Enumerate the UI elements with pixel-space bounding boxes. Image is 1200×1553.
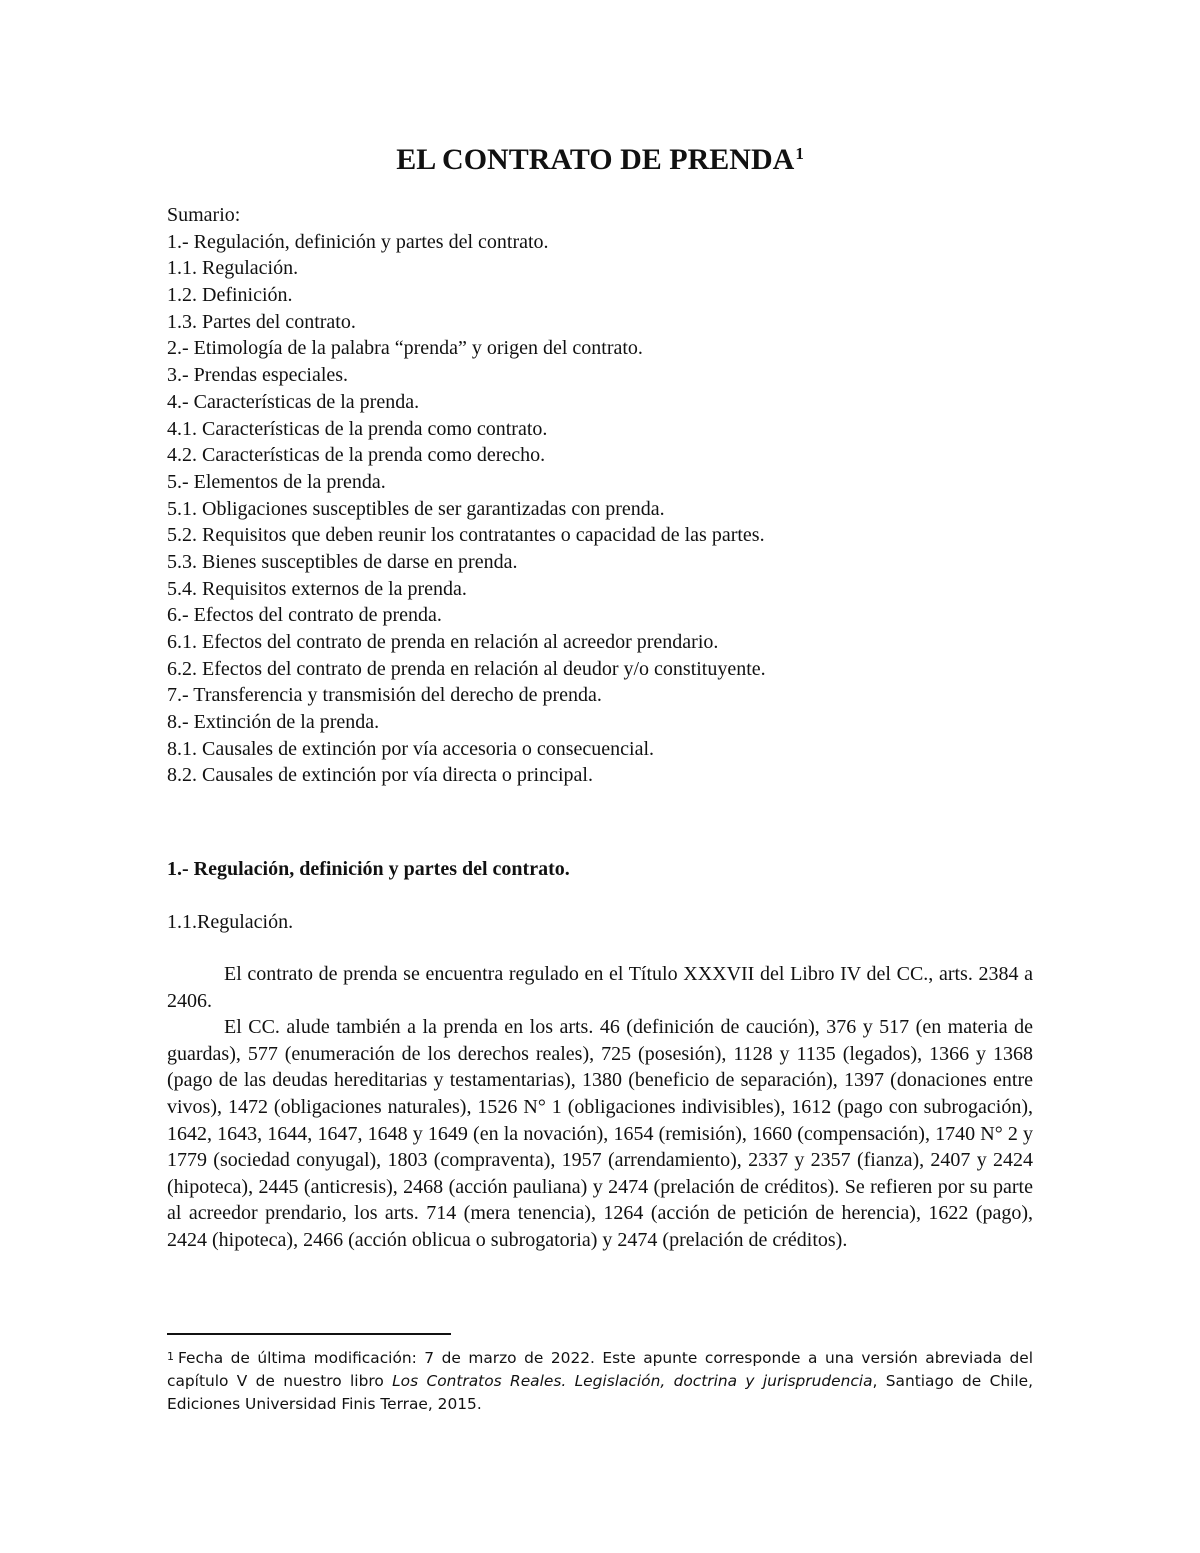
footnote-divider	[167, 1333, 451, 1335]
summary-item: 2.- Etimología de la palabra “prenda” y origen del contrato.	[167, 337, 643, 360]
summary-item: 7.- Transferencia y transmisión del derecho de prenda.	[167, 684, 602, 707]
summary-label: Sumario:	[167, 204, 241, 226]
summary-item: 1.2. Definición.	[167, 284, 293, 307]
summary-item: 3.- Prendas especiales.	[167, 364, 349, 387]
footnote-book-title: Los Contratos Reales. Legislación, doctrina y jurisprudencia	[392, 1372, 873, 1390]
section-heading: 1.- Regulación, definición y partes del contrato.	[167, 858, 570, 880]
summary-item: 8.2. Causales de extinción por vía directa o principal.	[167, 764, 593, 787]
summary-item: 5.2. Requisitos que deben reunir los contratantes o capacidad de las partes.	[167, 524, 765, 547]
footnote-number: 1	[167, 1350, 174, 1363]
summary-item: 1.1. Regulación.	[167, 257, 299, 280]
footnote-text-before: Fecha de última modificación: 7 de marzo de 2022. Este apunte corresponde a una versión abreviada del capítulo V de nuestro libro	[167, 1349, 1033, 1390]
summary-item: 6.2. Efectos del contrato de prenda en relación al deudor y/o constituyente.	[167, 657, 766, 680]
subsection-heading: 1.1.Regulación.	[167, 911, 294, 933]
summary-item: 8.- Extinción de la prenda.	[167, 711, 380, 734]
paragraph: El contrato de prenda se encuentra regulado en el Título XXXVII del Libro IV del CC., arts. 2384 a 2406.	[167, 963, 1033, 1012]
summary-item: 6.1. Efectos del contrato de prenda en relación al acreedor prendario.	[167, 631, 719, 653]
footnote	[167, 1347, 1033, 1416]
summary-item: 1.- Regulación, definición y partes del contrato.	[167, 230, 549, 253]
summary-item: 8.1. Causales de extinción por vía accesoria o consecuencial.	[167, 737, 655, 760]
paragraph: El CC. alude también a la prenda en los arts. 46 (definición de caución), 376 y 517 (en materia de guardas), 577 (enumeración de los derechos reales), 725 (posesión), 1128 y 1135 (legados), 1366 y 1368 (pago de las deudas hereditarias y testamentarias), 1380 (beneficio de separación), 1397 (donaciones entre vivos), 1472 (obligaciones naturales), 1526 N° 1 (obligaciones indivisibles), 1612 (pago con subrogación), 1642, 1643, 1644, 1647, 1648 y 1649 (en la novación), 1654 (remisión), 1660 (compensación), 1740 N° 2 y 1779 (sociedad conyugal), 1803 (compraventa), 1957 (arrendamiento), 2337 y 2357 (fianza), 2407 y 2424 (hipoteca), 2445 (anticresis), 2468 (acción pauliana) y 2474 (prelación de créditos). Se refieren por su parte al acreedor prendario, los arts. 714 (mera tenencia), 1264 (acción de petición de herencia), 1622 (pago), 2424 (hipoteca), 2466 (acción oblicua o subrogatoria) y 2474 (prelación de créditos).	[167, 1016, 1033, 1251]
summary-item: 5.- Elementos de la prenda.	[167, 470, 386, 493]
summary-item: 1.3. Partes del contrato.	[167, 310, 356, 333]
document-title-text: EL CONTRATO DE PRENDA	[396, 143, 795, 176]
summary	[167, 202, 1047, 789]
summary-item: 5.1. Obligaciones susceptibles de ser garantizadas con prenda.	[167, 497, 665, 520]
summary-item: 4.2. Características de la prenda como derecho.	[167, 444, 546, 467]
summary-item: 6.- Efectos del contrato de prenda.	[167, 604, 442, 627]
summary-item: 4.- Características de la prenda.	[167, 390, 420, 413]
summary-item: 4.1. Características de la prenda como contrato.	[167, 417, 548, 440]
footnote-text-after: , Santiago de Chile, Ediciones Universidad Finis Terrae, 2015.	[167, 1372, 1033, 1413]
summary-item: 5.4. Requisitos externos de la prenda.	[167, 577, 467, 600]
body-text	[167, 961, 1033, 1254]
document-title	[0, 140, 1200, 180]
summary-item: 5.3. Bienes susceptibles de darse en prenda.	[167, 550, 518, 573]
title-footnote-ref[interactable]: 1	[795, 144, 804, 163]
